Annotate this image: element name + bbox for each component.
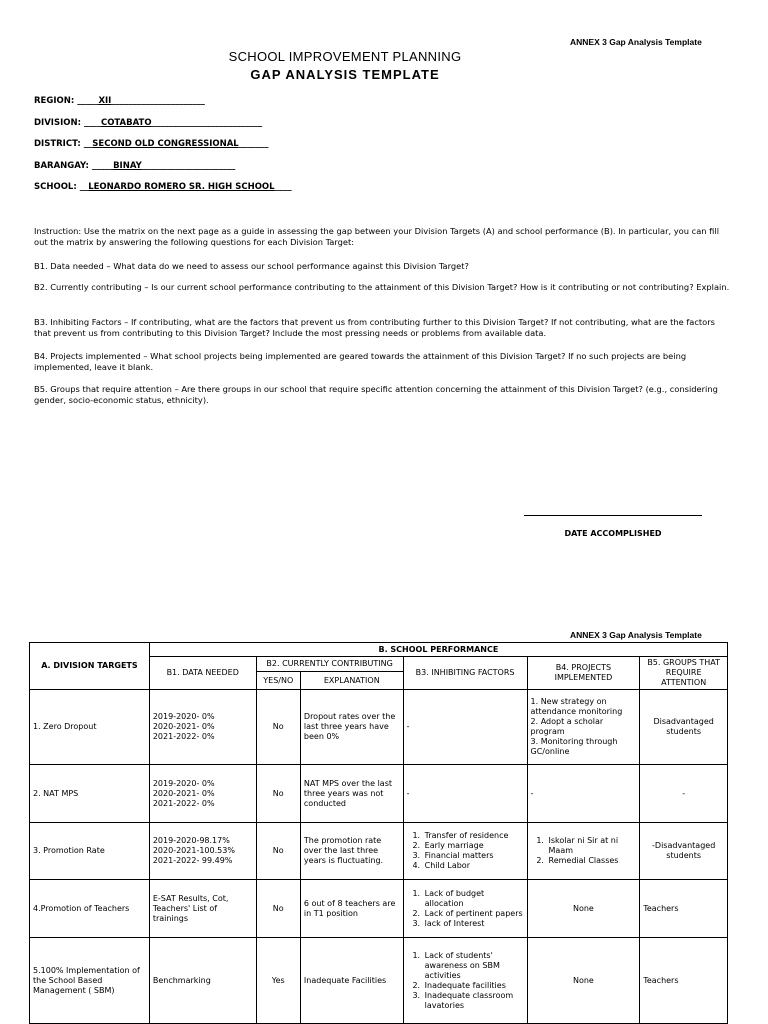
- projects-cell: [527, 823, 640, 880]
- school-underline: __: [79, 182, 89, 192]
- header-explanation: EXPLANATION: [300, 672, 403, 690]
- groups-cell: -Disadvantaged students: [640, 823, 728, 880]
- division-target-cell: 4.Promotion of Teachers: [30, 880, 150, 938]
- table-row: [30, 765, 728, 823]
- data-needed-cell: 2019-2020- 0% 2020-2021- 0% 2021-2022- 0%: [149, 765, 256, 823]
- yes-no-cell: No: [256, 823, 300, 880]
- header-b2: B2. CURRENTLY CONTRIBUTING: [256, 657, 403, 672]
- barangay-underline: _____: [91, 161, 114, 171]
- list-item: 1. Iskolar ni Sir at ni Maam: [547, 836, 637, 856]
- annex-label: ANNEX 3 Gap Analysis Template: [570, 37, 702, 47]
- school-field: [34, 182, 292, 192]
- inhibiting-factors-cell: [403, 823, 527, 880]
- division-underline: ____: [83, 118, 101, 128]
- school-value: LEONARDO ROMERO SR. HIGH SCHOOL: [88, 182, 275, 192]
- district-field: [34, 139, 268, 149]
- data-needed-cell: Benchmarking: [149, 938, 256, 1024]
- gap-analysis-table: [29, 642, 728, 1024]
- list-item: 2. Inadequate facilities: [423, 981, 524, 991]
- annex-table-label: ANNEX 3 Gap Analysis Template: [570, 630, 702, 640]
- yes-no-cell: Yes: [256, 938, 300, 1024]
- date-accomplished-label: DATE ACCOMPLISHED: [564, 529, 662, 538]
- header-b4: B4. PROJECTS IMPLEMENTED: [527, 657, 640, 690]
- instruction-text: Instruction: Use the matrix on the next page as a guide in assessing the gap between your Division Targets (A) and school performance (B). In particular, you can fill out the matrix by answering the following questions for each Division Target:: [34, 226, 720, 247]
- list-item: 3. Inadequate classroom lavatories: [423, 991, 524, 1011]
- header-b3: B3. INHIBITING FACTORS: [403, 657, 527, 690]
- list-item: 1. Lack of budget allocation: [423, 889, 524, 909]
- projects-cell: None: [527, 880, 640, 938]
- list-item: 3. lack of Interest: [423, 919, 524, 929]
- barangay-value: BINAY: [113, 161, 142, 171]
- list-item: 1. Lack of students' awareness on SBM activities: [423, 951, 524, 981]
- inhibiting-factors-list: [407, 889, 524, 929]
- question-b5: B5. Groups that require attention – Are there groups in our school that require specific attention concerning the attainment of this Division Target? (e.g., considering gender, socio-economic status, ethnicity).: [34, 384, 718, 405]
- division-target-cell: 5.100% Implementation of the School Based Management ( SBM): [30, 938, 150, 1024]
- table-row: [30, 938, 728, 1024]
- header-division-targets: A. DIVISION TARGETS: [30, 643, 150, 690]
- signature-line: [524, 515, 702, 516]
- header-yesno: YES/NO: [256, 672, 300, 690]
- region-label: REGION:: [34, 96, 78, 106]
- data-needed-cell: E-SAT Results, Cot, Teachers' List of trainings: [149, 880, 256, 938]
- projects-cell: -: [527, 765, 640, 823]
- division-target-cell: 1. Zero Dropout: [30, 690, 150, 765]
- projects-cell: 1. New strategy on attendance monitoring 2. Adopt a scholar program 3. Monitoring through GC/online: [527, 690, 640, 765]
- yes-no-cell: No: [256, 880, 300, 938]
- division-field: [34, 118, 262, 128]
- table-row: [30, 880, 728, 938]
- division-label: DIVISION:: [34, 118, 84, 128]
- list-item: 2. Early marriage: [423, 841, 524, 851]
- groups-cell: Teachers: [640, 938, 728, 1024]
- header-row-1: [30, 643, 728, 657]
- district-underline: __: [83, 139, 93, 149]
- explanation-cell: 6 out of 8 teachers are in T1 position: [300, 880, 403, 938]
- inhibiting-factors-cell: -: [403, 765, 527, 823]
- school-underline-end: ____: [274, 182, 292, 192]
- inhibiting-factors-cell: [403, 880, 527, 938]
- explanation-cell: Dropout rates over the last three years have been 0%: [300, 690, 403, 765]
- barangay-label: BARANGAY:: [34, 161, 92, 171]
- groups-cell: Teachers: [640, 880, 728, 938]
- division-value: COTABATO: [100, 118, 152, 128]
- division-target-cell: 2. NAT MPS: [30, 765, 150, 823]
- question-b3: B3. Inhibiting Factors – If contributing, what are the factors that prevent us from contributing further to this Division Target? If not contributing, what are the factors that prevent us from contributing to this Division Target? Include the most pressing needs or problems from available data.: [34, 317, 715, 338]
- region-field: [34, 96, 205, 106]
- region-underline-end: ______________________: [111, 96, 205, 106]
- school-label: SCHOOL:: [34, 182, 80, 192]
- division-target-cell: 3. Promotion Rate: [30, 823, 150, 880]
- division-underline-end: __________________________: [151, 118, 263, 128]
- header-b5: B5. GROUPS THAT REQUIRE ATTENTION: [640, 657, 728, 690]
- explanation-cell: Inadequate Facilities: [300, 938, 403, 1024]
- barangay-field: [34, 161, 235, 171]
- groups-cell: -: [640, 765, 728, 823]
- table-row: [30, 690, 728, 765]
- projects-cell: None: [527, 938, 640, 1024]
- district-label: DISTRICT:: [34, 139, 84, 149]
- inhibiting-factors-cell: [403, 938, 527, 1024]
- document-title: SCHOOL IMPROVEMENT PLANNING: [228, 49, 462, 64]
- list-item: 4. Child Labor: [423, 861, 524, 871]
- inhibiting-factors-cell: -: [403, 690, 527, 765]
- header-school-performance: B. SCHOOL PERFORMANCE: [149, 643, 727, 657]
- list-item: 2. Lack of pertinent papers: [423, 909, 524, 919]
- district-value: SECOND OLD CONGRESSIONAL: [92, 139, 239, 149]
- region-underline: _____: [77, 96, 99, 106]
- barangay-underline-end: ______________________: [141, 161, 236, 171]
- explanation-cell: NAT MPS over the last three years was not conducted: [300, 765, 403, 823]
- list-item: 3. Financial matters: [423, 851, 524, 861]
- list-item: 1. Transfer of residence: [423, 831, 524, 841]
- data-needed-cell: 2019-2020- 0% 2020-2021- 0% 2021-2022- 0%: [149, 690, 256, 765]
- data-needed-cell: 2019-2020-98.17% 2020-2021-100.53% 2021-2022- 99.49%: [149, 823, 256, 880]
- question-b4: B4. Projects implemented – What school projects being implemented are geared towards the attainment of this Division Target? If no such projects are being implemented, leave it blank.: [34, 351, 687, 372]
- inhibiting-factors-list: [407, 831, 524, 871]
- district-underline-end: _______: [238, 139, 269, 149]
- region-value: XII: [98, 96, 112, 106]
- header-b1: B1. DATA NEEDED: [149, 657, 256, 690]
- question-b1: B1. Data needed – What data do we need to assess our school performance against this Division Target?: [34, 261, 469, 271]
- explanation-cell: The promotion rate over the last three years is fluctuating.: [300, 823, 403, 880]
- groups-cell: Disadvantaged students: [640, 690, 728, 765]
- document-subtitle: GAP ANALYSIS TEMPLATE: [250, 67, 440, 82]
- yes-no-cell: No: [256, 690, 300, 765]
- question-b2: B2. Currently contributing – Is our current school performance contributing to the attainment of this Division Target? How is it contributing or not contributing? Explain.: [34, 282, 730, 292]
- projects-list: [531, 836, 637, 866]
- list-item: 2. Remedial Classes: [547, 856, 637, 866]
- table-row: [30, 823, 728, 880]
- yes-no-cell: No: [256, 765, 300, 823]
- inhibiting-factors-list: [407, 951, 524, 1011]
